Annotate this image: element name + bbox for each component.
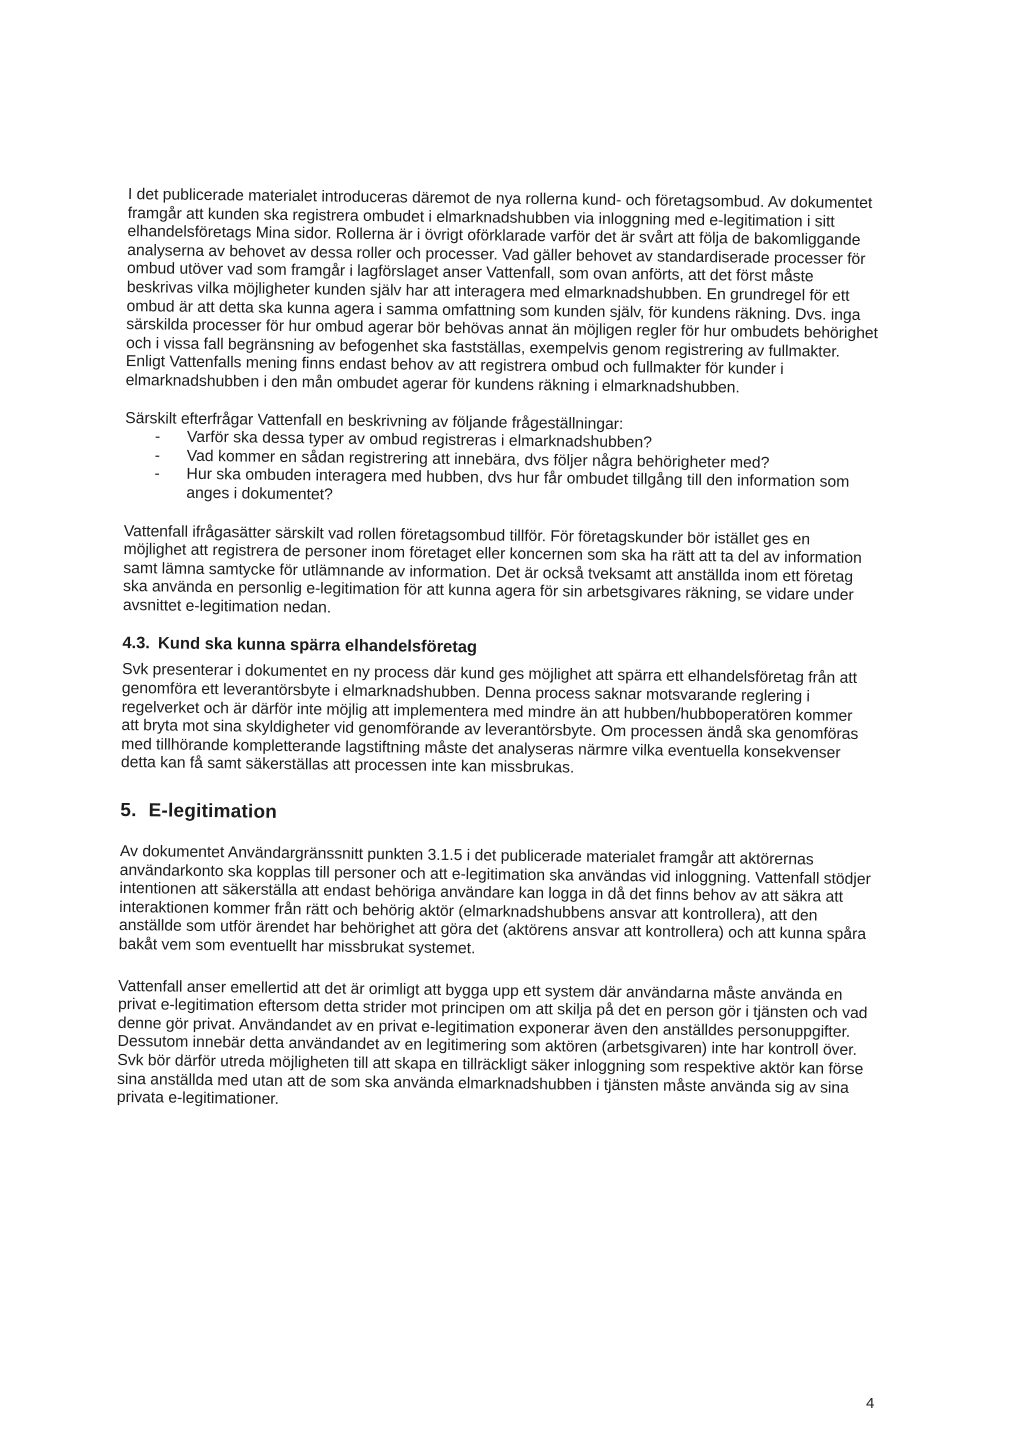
paragraph-ombud-roles: I det publicerade materialet introduceras däremot de nya rollerna kund- och företagsombud. Av dokumentet framgår att kunden ska registrera ombudet i elmarknadshubben via inloggning med e-legitimation i sitt elhandelsföretags Mina sidor. Rollerna är i övrigt oförklarade varför det är svårt att följa de bakomliggande analyserna av behovet av dessa roller och processer. Vad gäller behovet av standardiserade processer för ombud utöver vad som framgår i lagförslaget anser Vattenfall, som ovan anförts, att det först måste beskrivas vilka möjligheter kunden själv har att interagera med elmarknadshubben. En grundregel för ett ombud är att detta ska kunna agera i samma omfattning som kunden själv, för kundens räkning. Dvs. inga särskilda processer för hur ombud agerar bör behövas annat än möjligen regler för hur ombudets behörighet och i vissa fall begränsning av befogenhet ska fastställas, exempelvis genom registrering av fullmakter. Enligt Vattenfalls mening finns endast behov av att registrera ombud och fullmakter för kunder i elmarknadshubben i den mån ombudet agerar för kundens räkning i elmarknadshubben.	[125, 186, 879, 397]
document-body	[117, 186, 880, 1117]
question-text: Hur ska ombuden interagera med hubben, dvs hur får ombudet tillgång till den information som anges i dokumentet?	[186, 466, 850, 504]
questions-list	[124, 428, 877, 512]
paragraph-foretagsombud: Vattenfall ifrågasätter särskilt vad rollen företagsombud tillför. För företagskunder bör istället ges en möjlighet att registrera de personer inom företaget eller koncernen som ska ha rätt att ta del av information samt lämna samtycke för utlämnande av information. Det är också tveksamt att anställda inom ett företag ska använda en personlig e-legitimation för att kunna agera för sin arbetsgivares räkning, se vidare under avsnittet e-legitimation nedan.	[122, 522, 862, 617]
page-number: 4	[866, 1395, 875, 1412]
dash-bullet: -	[154, 428, 161, 446]
questions-intro: Särskilt efterfrågar Vattenfall en beskrivning av följande frågeställningar:	[125, 409, 624, 433]
paragraph-sparra: Svk presenterar i dokumentet en ny process där kund ges möjlighet att spärra ett elhandelsföretag från att genomföra ett leverantörsbyte i elmarknadshubben. Denna process saknar motsvarande reglering i regelverket och är därför inte möjlig att implementera med mindre än att hubben/hubboperatören kommer att bryta mot sina skyldigheter vid genomförande av leverantörsbyte. Om processen ändå ska genomföras med tillhörande kompletterande lagstiftning måste det analyseras närmre vilka eventuella konsekvenser detta kan få samt säkerställas att processen inte kan missbrukas.	[120, 661, 859, 777]
section-number: 5.	[120, 799, 137, 822]
paragraph-e-legitimation-2: Vattenfall anser emellertid att det är orimligt att bygga upp ett system där användarna måste använda en privat e-legitimation eftersom detta strider mot principen om att skilja på det en person gör i tjänsten och vad denne gör privat. Användandet av en privat e-legitimation exponerar även den anställdes personuppgifter. Dessutom innebär detta användandet av en legitimering som aktören (arbetsgivaren) inte har kontroll över. Svk bör därför utreda möjligheten till att skapa en tillräckligt säker inloggning som respektive aktör kan förse sina anställda med utan att de som ska använda elmarknadshubben i tjänsten måste använda sig av sina privata e-legitimationer.	[116, 977, 868, 1109]
section-title: E-legitimation	[148, 800, 278, 823]
section-number: 4.3.	[122, 634, 151, 653]
question-text: Vad kommer en sådan registrering att innebära, dvs följer några behörigheter med?	[186, 447, 770, 472]
question-text: Varför ska dessa typer av ombud registreras i elmarknadshubben?	[186, 428, 653, 452]
dash-bullet: -	[154, 447, 161, 465]
section-title: Kund ska kunna spärra elhandelsföretag	[157, 634, 478, 657]
dash-bullet: -	[154, 465, 160, 483]
paragraph-e-legitimation-1: Av dokumentet Användargränssnitt punkten 3.1.5 i det publicerade materialet framgår att aktörernas användarkonto ska kopplas till personer och att e-legitimation ska användas vid inloggning. Vattenfall stödjer intentionen att säkerställa att endast behöriga användare kan logga in då det finns behov av att säkra att interaktionen kommer från rätt och behörig aktör (elmarknadshubbens ansvar att kontrollera), att den anställde som utför ärendet har behörighet att göra det (aktörens ansvar att kontrollera) och att kunna spåra bakåt vem som eventuellt har missbrukat systemet.	[118, 842, 871, 958]
